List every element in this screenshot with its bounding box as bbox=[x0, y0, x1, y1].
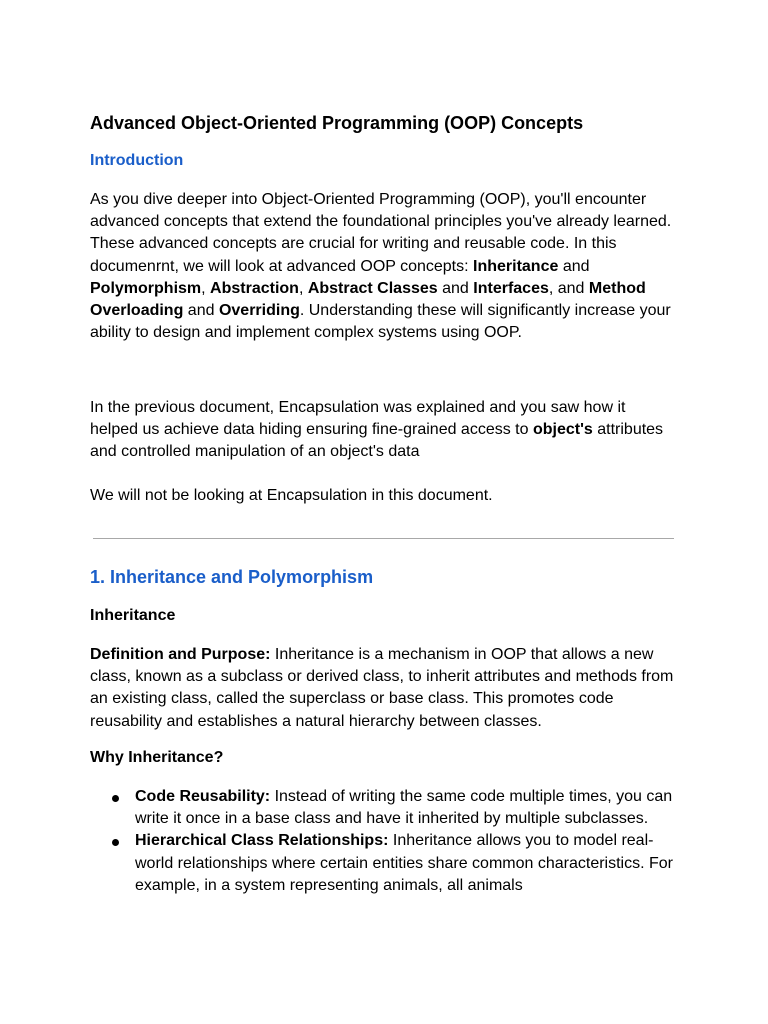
list-item bbox=[90, 830, 674, 897]
definition-label: Definition and Purpose: bbox=[90, 646, 271, 663]
term-overriding: Overriding bbox=[218, 302, 300, 320]
horizontal-divider bbox=[93, 538, 674, 539]
term-interfaces: Interfaces bbox=[473, 279, 549, 297]
intro-text-8: . Understanding these will significantly increase your ability to design and implement complex systems using OOP. bbox=[90, 302, 671, 342]
bullet-label: Code Reusability: bbox=[135, 788, 271, 805]
intro-text-1: As you dive deeper into Object-Oriented Programming (OOP), you'll encounter advanced concepts that extend the foundational principles you've already learned. These advanced concepts are crucial for writing and reusable code. In this documenrnt, we will look at advanced OOP concepts: bbox=[90, 191, 672, 275]
document-title: Advanced Object-Oriented Programming (OOP) Concepts bbox=[90, 113, 584, 133]
inheritance-subheading: Inheritance bbox=[90, 607, 176, 624]
previous-document-paragraph bbox=[90, 397, 674, 464]
term-inheritance: Inheritance bbox=[473, 257, 559, 275]
term-polymorphism: Polymorphism bbox=[90, 279, 202, 297]
bullet-label: Hierarchical Class Relationships: bbox=[135, 832, 389, 850]
section-1-heading: 1. Inheritance and Polymorphism bbox=[90, 567, 374, 587]
list-item bbox=[90, 786, 674, 830]
not-covered-paragraph: We will not be looking at Encapsulation in this document. bbox=[90, 487, 493, 504]
previous-text-2: attributes and controlled manipulation of an object's data bbox=[90, 421, 664, 461]
intro-text-7: and bbox=[183, 302, 219, 320]
intro-text-2: and bbox=[558, 257, 590, 275]
term-abstraction: Abstraction bbox=[210, 279, 299, 297]
why-inheritance-heading: Why Inheritance? bbox=[90, 749, 224, 766]
introduction-heading: Introduction bbox=[90, 152, 184, 169]
definition-text: Inheritance is a mechanism in OOP that allows a new class, known as a subclass or derived class, to inherit attributes and methods from an existing class, called the superclass or base class. This promotes code reusability and establishes a natural hierarchy between classes. bbox=[90, 646, 674, 730]
intro-text-6: , and bbox=[548, 279, 589, 297]
intro-text-5: and bbox=[437, 279, 474, 297]
bullet-icon bbox=[112, 795, 119, 802]
introduction-paragraph bbox=[90, 189, 674, 344]
why-inheritance-list bbox=[90, 786, 674, 897]
intro-text-4: , bbox=[298, 279, 308, 297]
bullet-text: Inheritance allows you to model real-world relationships where certain entities share common characteristics. For example, in a system representing animals, all animals bbox=[135, 832, 673, 894]
previous-text-1: In the previous document, Encapsulation was explained and you saw how it helped us achieve data hiding ensuring fine-grained access to bbox=[90, 399, 626, 439]
term-abstract-classes: Abstract Classes bbox=[307, 279, 438, 297]
bullet-icon bbox=[112, 839, 119, 846]
definition-paragraph bbox=[90, 644, 674, 733]
term-objects: object's bbox=[532, 421, 593, 439]
intro-text-3: , bbox=[201, 279, 211, 297]
bullet-text: Instead of writing the same code multiple times, you can write it once in a base class and have it inherited by multiple subclasses. bbox=[135, 788, 673, 828]
term-method-overloading: Method Overloading bbox=[90, 279, 646, 320]
